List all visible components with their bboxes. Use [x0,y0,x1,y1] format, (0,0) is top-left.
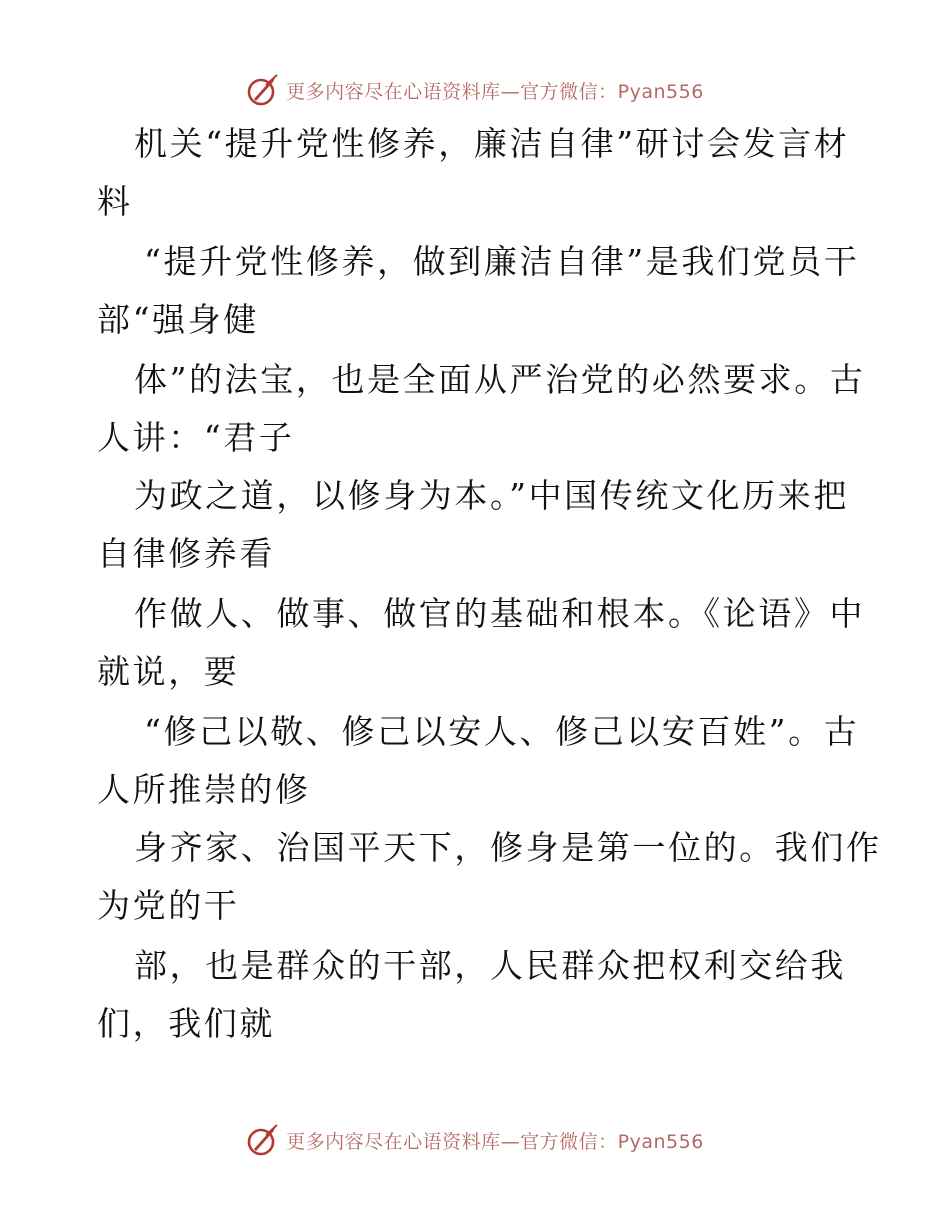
text-line-15: 部，也是群众的干部，人民群众把权利交给我 [134,946,846,985]
text-line-2: 料 [97,182,133,221]
text-line-5: 体”的法宝，也是全面从严治党的必然要求。古 [134,360,866,399]
text-line-7: 为政之道，以修身为本。”中国传统文化历来把 [134,476,849,515]
text-line-9: 作做人、做事、做官的基础和根本。《论语》中 [134,594,866,633]
quill-pen-logo-icon [246,73,280,107]
quill-pen-logo-icon [246,1123,280,1157]
text-line-13: 身齐家、治国平天下，修身是第一位的。我们作 [134,828,882,867]
header-watermark [0,70,950,110]
text-line-8: 自律修养看 [97,534,275,573]
text-line-11: “修己以敬、修己以安人、修己以安百姓”。古 [144,712,860,751]
footer-watermark [0,1120,950,1160]
watermark-text: 更多内容尽在心语资料库—官方微信：Pyan556 [286,80,704,103]
text-line-16: 们，我们就 [97,1004,275,1043]
text-line-6: 人讲：“君子 [97,418,295,457]
text-line-12: 人所推崇的修 [97,770,311,809]
text-line-10: 就说，要 [97,652,240,691]
watermark-text: 更多内容尽在心语资料库—官方微信：Pyan556 [286,1130,704,1153]
text-line-1: 机关“提升党性修养，廉洁自律”研讨会发言材 [134,124,850,163]
text-line-14: 为党的干 [97,886,240,925]
text-line-4: 部“强身健 [97,300,259,339]
text-line-3: “提升党性修养，做到廉洁自律”是我们党员干 [144,242,860,281]
